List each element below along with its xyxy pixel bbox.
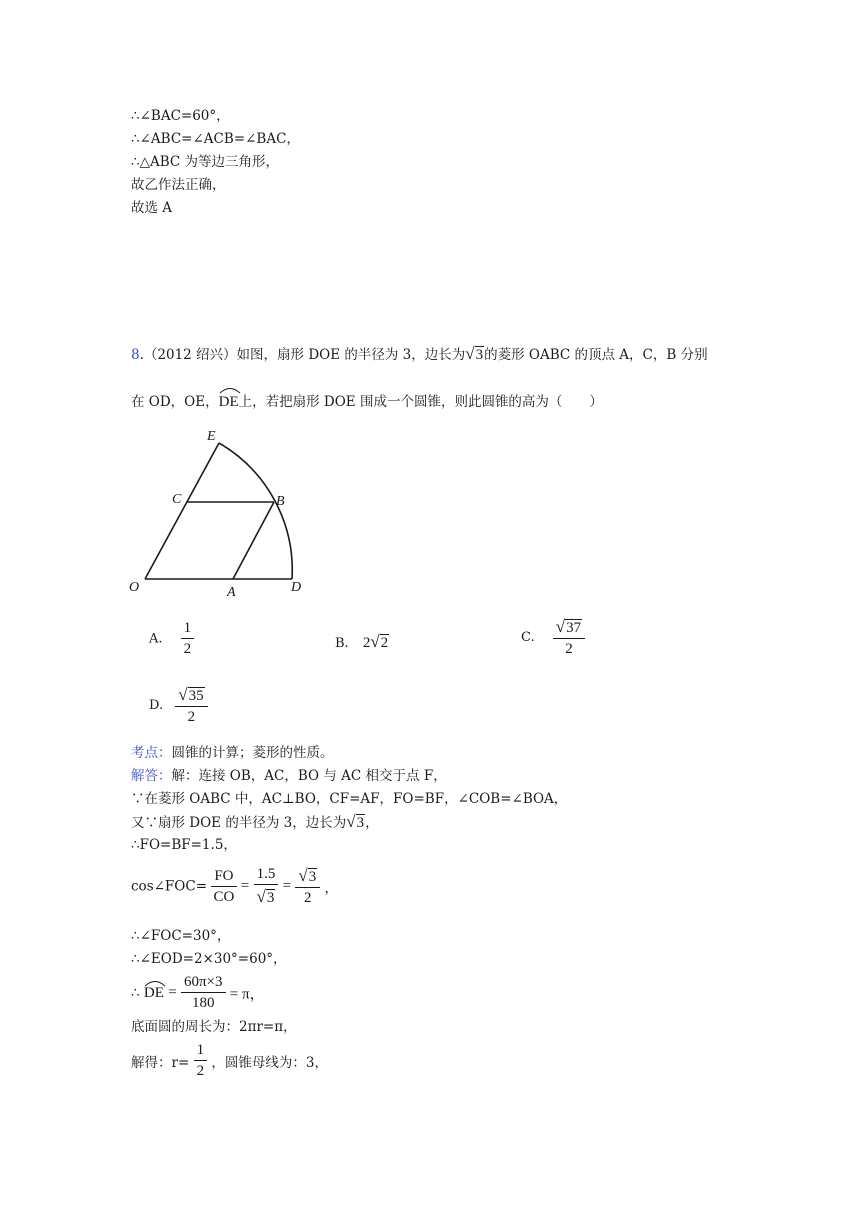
prev-line-5: 故选 A xyxy=(131,200,173,216)
option-b[interactable]: B. 2√2 xyxy=(335,632,389,651)
label-e: E xyxy=(207,429,216,444)
jieda-text: 解：连接 OB，AC，BO 与 AC 相交于点 F， xyxy=(171,768,447,784)
question-number: 8 xyxy=(131,347,140,363)
option-d[interactable]: D. $\frac{√35}{2}$ xyxy=(149,686,208,725)
solution-line-9: 解得：r= $\frac{1}{2}$ ，圆锥母线为：3， xyxy=(131,1042,328,1079)
kaodian-label: 考点： xyxy=(131,745,172,761)
jieda-label: 解答： xyxy=(131,768,172,784)
arc-de xyxy=(219,443,292,579)
question-line-1 xyxy=(131,344,708,365)
solution-line-2: 又∵扇形 DOE 的半径为 3，边长为√3， xyxy=(131,812,379,831)
prev-line-3: ∴△ABC 为等边三角形， xyxy=(131,154,280,170)
label-b: B xyxy=(276,494,285,509)
option-a[interactable]: A. $\frac{1}{2}$ xyxy=(149,621,194,657)
solution-line-5: ∴∠FOC=30°， xyxy=(131,928,231,944)
kaodian-text: 圆锥的计算；菱形的性质。 xyxy=(171,745,334,761)
question-text-3: 在 OD，OE， xyxy=(131,394,219,410)
segment-ab xyxy=(233,502,274,579)
sector-rhombus-figure xyxy=(126,425,311,600)
question-line-2 xyxy=(131,392,603,412)
prev-line-4: 故乙作法正确， xyxy=(131,177,226,193)
solution-line-8: 底面圆的周长为：2πr=π， xyxy=(131,1019,297,1035)
prev-line-1: ∴∠BAC=60°， xyxy=(131,108,230,124)
solution-line-1: ∵在菱形 OABC 中，AC⊥BO，CF=AF，FO=BF，∠COB=∠BOA， xyxy=(131,791,568,807)
label-o: O xyxy=(129,580,140,595)
question-radical: √3 xyxy=(465,344,484,363)
solution-line-6: ∴∠EOD=2×30°=60°， xyxy=(131,951,287,967)
question-arc-de: DE xyxy=(219,392,239,412)
label-c: C xyxy=(172,492,182,507)
solution-line-3: ∴FO=BF=1.5， xyxy=(131,837,237,853)
prev-line-2: ∴∠ABC=∠ACB=∠BAC， xyxy=(131,131,300,147)
segment-oe xyxy=(145,443,219,579)
arc-length-equation: ∴ DE = $\frac{60\pi\times 3}{180}$ = π， xyxy=(131,974,265,1011)
question-text-1: .（2012 绍兴）如图，扇形 DOE 的半径为 3，边长为 xyxy=(139,347,466,363)
question-text-2: 的菱形 OABC 的顶点 A，C，B 分别 xyxy=(484,347,708,363)
label-a: A xyxy=(227,585,236,600)
cos-equation: cos∠FOC= $\frac{FO}{CO}$ = $\frac{1.5}{√3}$ = $\frac{√3}{2}$ ， xyxy=(131,866,339,906)
question-text-4: 上，若把扇形 DOE 围成一个圆锥，则此圆锥的高为（ ） xyxy=(238,394,603,410)
option-c[interactable]: C. $\frac{√37}{2}$ xyxy=(521,618,585,657)
kaodian-line xyxy=(131,743,334,763)
label-d: D xyxy=(291,580,302,595)
jieda-line xyxy=(131,766,447,786)
